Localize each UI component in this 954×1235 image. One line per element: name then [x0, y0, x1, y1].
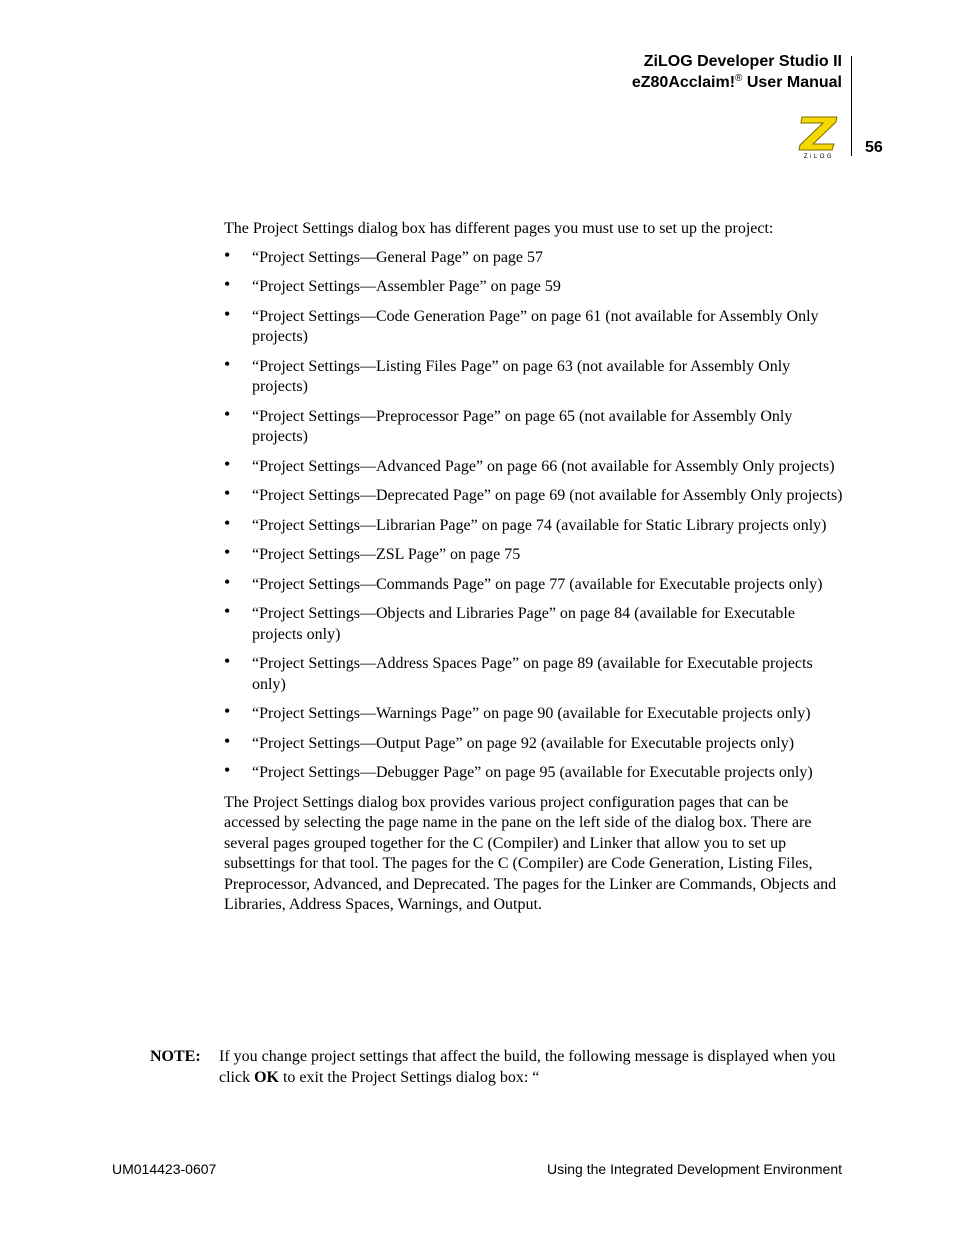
note-text [219, 1047, 850, 1088]
list-item-text: “Project Settings—Librarian Page” on page 74 (available for Static Library projects only) [252, 516, 827, 534]
list-item [224, 483, 844, 507]
bullet-icon: • [224, 651, 231, 671]
document-title [632, 51, 842, 93]
list-item [224, 303, 844, 348]
section-title: Using the Integrated Development Environment [547, 1161, 842, 1177]
list-item-text: “Project Settings—Listing Files Page” on page 63 (not available for Assembly Only projects) [252, 357, 791, 395]
bullet-icon: • [224, 512, 231, 533]
list-item-text: “Project Settings—Warnings Page” on page 90 (available for Executable projects only) [252, 705, 811, 722]
list-item-text: “Project Settings—Deprecated Page” on page 69 (not available for Assembly Only projects) [252, 487, 843, 504]
list-item-text: “Project Settings—Debugger Page” on page 95 (available for Executable projects only) [252, 764, 813, 781]
list-item [224, 730, 844, 755]
list-item [224, 701, 844, 725]
list-item [224, 244, 844, 269]
bullet-icon: • [224, 730, 231, 751]
list-item [224, 512, 844, 537]
list-item [224, 353, 844, 398]
bullet-icon: • [224, 303, 231, 324]
list-item-text: “Project Settings—General Page” on page 57 [252, 248, 544, 266]
bullet-icon: • [224, 244, 231, 265]
bullet-icon: • [224, 571, 231, 592]
list-item-text: “Project Settings—Assembler Page” on page 59 [252, 278, 561, 295]
bullet-icon: • [224, 760, 231, 780]
list-item-text: “Project Settings—ZSL Page” on page 75 [252, 546, 521, 563]
bullet-icon: • [224, 453, 231, 474]
list-item-text: “Project Settings—Code Generation Page” on page 61 (not available for Assembly Only projects) [252, 307, 819, 345]
list-item [224, 274, 844, 298]
list-item [224, 453, 844, 478]
bullet-icon: • [224, 601, 231, 621]
header-divider [851, 56, 852, 156]
list-item [224, 403, 844, 448]
note-text-after: to exit the Project Settings dialog box: “ [278, 1068, 540, 1086]
note-block [150, 1047, 850, 1088]
list-item [224, 571, 844, 596]
note-label: NOTE: [150, 1048, 201, 1065]
ok-button-reference: OK [254, 1068, 279, 1086]
list-item-text: “Project Settings—Preprocessor Page” on page 65 (not available for Assembly Only projects) [252, 407, 793, 445]
bullet-icon: • [224, 274, 231, 294]
list-item [224, 760, 844, 784]
bullet-icon: • [224, 353, 231, 374]
document-number: UM014423-0607 [112, 1161, 217, 1177]
logo-wordmark: ZiLOG [803, 154, 835, 159]
bullet-icon: • [224, 542, 231, 562]
list-item-text: “Project Settings—Commands Page” on page 77 (available for Executable projects only) [252, 575, 823, 593]
list-item-text: “Project Settings—Address Spaces Page” on page 89 (available for Executable projects only) [252, 655, 813, 693]
product-name: eZ80Acclaim! [631, 74, 736, 91]
bullet-icon: • [224, 403, 231, 424]
registered-mark: ® [735, 73, 743, 84]
list-item [224, 601, 844, 645]
list-item [224, 542, 844, 566]
description-paragraph: The Project Settings dialog box provides various project configuration pages that can be accessed by selecting the page name in the pane on the left side of the dialog box. There are several pages grouped together for the C (Compiler) and Linker that allow you to set up subsettings for that tool. The pages for the C (Compiler) are Code Generation, Listing Files, Preprocessor, Advanced, and Deprecated. The pages for the Linker are Commands, Objects and Libraries, Address Spaces, Warnings, and Output. [224, 793, 837, 913]
list-item-text: “Project Settings—Advanced Page” on page 66 (not available for Assembly Only projects) [252, 457, 835, 475]
title-line-2 [632, 72, 842, 93]
page-number: 56 [865, 139, 883, 156]
intro-paragraph: The Project Settings dialog box has different pages you must use to set up the project: [224, 220, 774, 237]
zilog-logo-icon [796, 113, 842, 159]
bullet-icon: • [224, 701, 231, 721]
bullet-icon: • [224, 483, 231, 503]
note-text-before: If you change project settings that affect the build, the following message is displayed when you click [219, 1048, 836, 1086]
list-item [224, 651, 844, 695]
manual-label: User Manual [742, 74, 842, 91]
list-item-text: “Project Settings—Objects and Libraries Page” on page 84 (available for Executable projects only) [252, 605, 795, 643]
list-item-text: “Project Settings—Output Page” on page 92 (available for Executable projects only) [252, 734, 795, 752]
title-line-1: ZiLOG Developer Studio II [643, 53, 842, 70]
project-settings-page-list [224, 244, 844, 784]
main-content [224, 219, 844, 916]
